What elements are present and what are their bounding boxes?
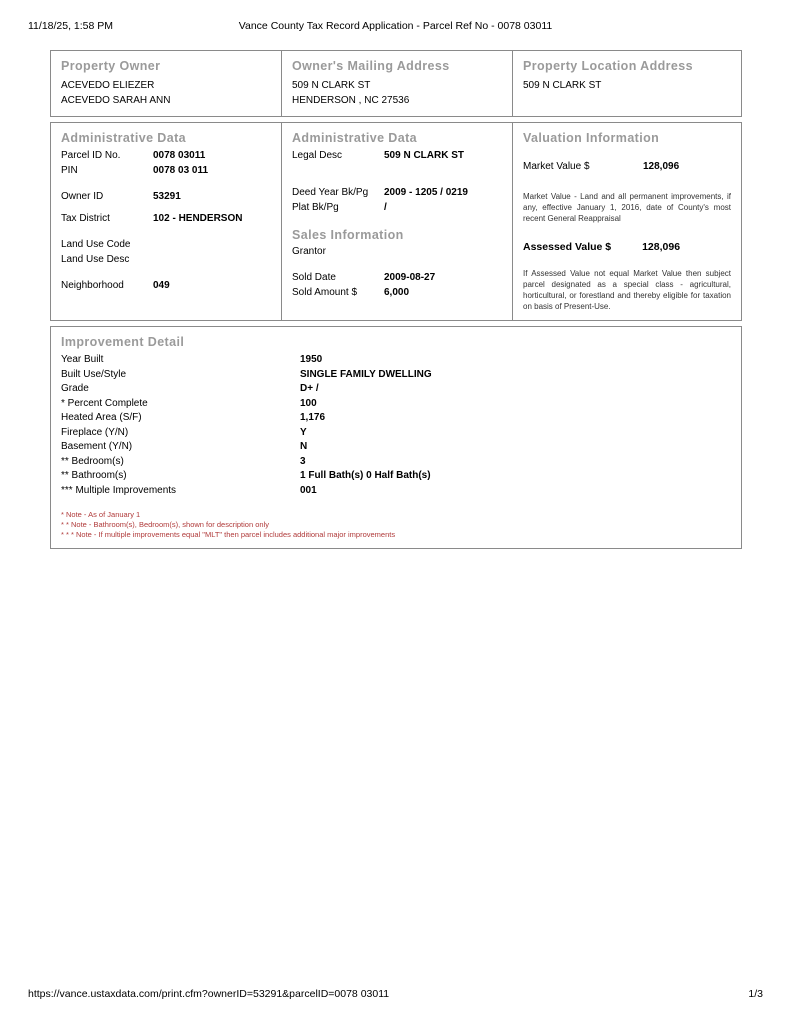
source-url[interactable]: https://vance.ustaxdata.com/print.cfm?ownerID=53291&parcelID=0078 03011 <box>28 988 390 1000</box>
heated-area-label: Heated Area (S/F) <box>61 412 142 423</box>
market-value-label: Market Value $ <box>523 161 590 172</box>
improvement-note-3: * * * Note - If multiple improvements equal "MLT" then parcel includes additional major improvements <box>61 530 396 539</box>
market-value-row <box>523 161 731 176</box>
page-footer <box>0 988 791 1002</box>
multiple-improvements-value: 001 <box>300 484 317 496</box>
tax-record-report <box>50 50 742 554</box>
owner-id-value: 53291 <box>153 191 181 202</box>
property-owner-line-2: ACEVEDO SARAH ANN <box>61 95 171 106</box>
owner-mailing-line-2: HENDERSON , NC 27536 <box>292 95 410 106</box>
property-owner-title: Property Owner <box>61 59 161 73</box>
plat-label: Plat Bk/Pg <box>292 202 339 213</box>
pin-value: 0078 03 011 <box>153 165 209 176</box>
improvement-row <box>61 456 731 471</box>
land-use-code-label: Land Use Code <box>61 239 131 250</box>
grade-label: Grade <box>61 383 89 394</box>
pin-row <box>61 165 271 180</box>
improvement-note-2: * * Note - Bathroom(s), Bedroom(s), shown for description only <box>61 520 269 529</box>
tax-district-value: 102 - HENDERSON <box>153 213 243 224</box>
land-use-code-row <box>61 239 271 254</box>
grantor-row <box>292 246 502 261</box>
property-owner-panel <box>51 51 282 116</box>
detail-band <box>50 122 742 321</box>
fireplace-label: Fireplace (Y/N) <box>61 426 129 438</box>
owner-mailing-address-title: Owner's Mailing Address <box>292 59 450 73</box>
deed-year-label: Deed Year Bk/Pg <box>292 187 369 198</box>
improvement-row <box>61 485 731 500</box>
valuation-title: Valuation Information <box>523 131 660 145</box>
land-use-desc-row <box>61 254 271 269</box>
year-built-value: 1950 <box>300 354 323 365</box>
assessed-value-label: Assessed Value $ <box>523 241 612 253</box>
multiple-improvements-label: *** Multiple Improvements <box>61 484 177 496</box>
sold-date-row <box>292 272 502 287</box>
improvement-row <box>61 427 731 442</box>
assessed-value-amount: 128,096 <box>642 241 681 253</box>
administrative-data-middle-title: Administrative Data <box>292 131 417 145</box>
deed-year-value: 2009 - 1205 / 0219 <box>384 187 468 198</box>
fireplace-value: Y <box>300 426 307 438</box>
sold-amount-label: Sold Amount $ <box>292 287 358 298</box>
tax-district-row <box>61 213 271 228</box>
assessed-value-note: If Assessed Value not equal Market Value then subject parcel designated as a special class - agricultural, horticultural, or forestland and thereby eligible for taxation on basis of Present-Use. <box>523 269 731 311</box>
basement-label: Basement (Y/N) <box>61 441 133 452</box>
improvement-row <box>61 441 731 456</box>
improvement-detail-panel <box>51 327 741 548</box>
tax-district-label: Tax District <box>61 213 110 224</box>
property-owner-line-1: ACEVEDO ELIEZER <box>61 80 155 91</box>
improvement-row <box>61 354 731 369</box>
bathrooms-value: 1 Full Bath(s) 0 Half Bath(s) <box>300 470 431 481</box>
built-use-style-value: SINGLE FAMILY DWELLING <box>300 368 432 380</box>
improvement-row <box>61 383 731 398</box>
grantor-label: Grantor <box>292 246 326 257</box>
grade-value: D+ / <box>300 383 319 394</box>
percent-complete-value: 100 <box>300 397 317 409</box>
administrative-data-left-panel <box>51 123 282 320</box>
parcel-id-value: 0078 03011 <box>153 150 206 161</box>
bathrooms-label: ** Bathroom(s) <box>61 470 127 481</box>
pin-label: PIN <box>61 165 78 176</box>
parcel-id-label: Parcel ID No. <box>61 150 121 161</box>
property-location-title: Property Location Address <box>523 59 693 73</box>
legal-desc-value: 509 N CLARK ST <box>384 150 465 161</box>
administrative-data-middle-panel <box>282 123 513 320</box>
improvement-note-1: * Note - As of January 1 <box>61 510 141 519</box>
neighborhood-row <box>61 280 271 295</box>
legal-desc-label: Legal Desc <box>292 150 343 161</box>
improvement-row <box>61 369 731 384</box>
administrative-data-left-title: Administrative Data <box>61 131 186 145</box>
neighborhood-value: 049 <box>153 280 170 291</box>
legal-desc-row <box>292 150 502 165</box>
market-value-note: Market Value - Land and all permanent improvements, if any, effective January 1, 2016, date of County's most recent General Reappraisal <box>523 192 731 223</box>
sold-date-label: Sold Date <box>292 272 336 283</box>
improvement-detail-title: Improvement Detail <box>61 335 185 349</box>
valuation-panel <box>513 123 741 320</box>
owner-mailing-line-1: 509 N CLARK ST <box>292 80 371 91</box>
print-timestamp: 11/18/25, 1:58 PM <box>28 20 114 32</box>
built-use-style-label: Built Use/Style <box>61 368 127 380</box>
page-header <box>0 20 791 34</box>
bedrooms-label: ** Bedroom(s) <box>61 455 124 467</box>
owner-id-label: Owner ID <box>61 191 104 202</box>
document-title: Vance County Tax Record Application - Parcel Ref No - 0078 03011 <box>238 20 553 32</box>
improvement-row <box>61 412 731 427</box>
sold-date-value: 2009-08-27 <box>384 272 436 283</box>
owner-id-row <box>61 191 271 206</box>
plat-value: / <box>384 202 387 213</box>
property-location-line-1: 509 N CLARK ST <box>523 80 602 91</box>
improvement-band <box>50 326 742 549</box>
sales-information-title: Sales Information <box>292 228 404 242</box>
land-use-desc-label: Land Use Desc <box>61 254 130 265</box>
address-band <box>50 50 742 117</box>
market-value-amount: 128,096 <box>643 161 680 172</box>
deed-year-row <box>292 187 502 202</box>
improvement-row <box>61 470 731 485</box>
parcel-id-row <box>61 150 271 165</box>
basement-value: N <box>300 441 308 452</box>
neighborhood-label: Neighborhood <box>61 280 124 291</box>
property-location-address-panel <box>513 51 741 116</box>
assessed-value-row <box>523 241 731 253</box>
bedrooms-value: 3 <box>300 455 306 467</box>
improvement-row <box>61 398 731 413</box>
sold-amount-value: 6,000 <box>384 287 410 298</box>
year-built-label: Year Built <box>61 354 104 365</box>
sold-amount-row <box>292 287 502 302</box>
owner-mailing-address-panel <box>282 51 513 116</box>
percent-complete-label: * Percent Complete <box>61 397 148 409</box>
plat-row <box>292 202 502 217</box>
page-number: 1/3 <box>748 988 763 1000</box>
heated-area-value: 1,176 <box>300 412 326 423</box>
